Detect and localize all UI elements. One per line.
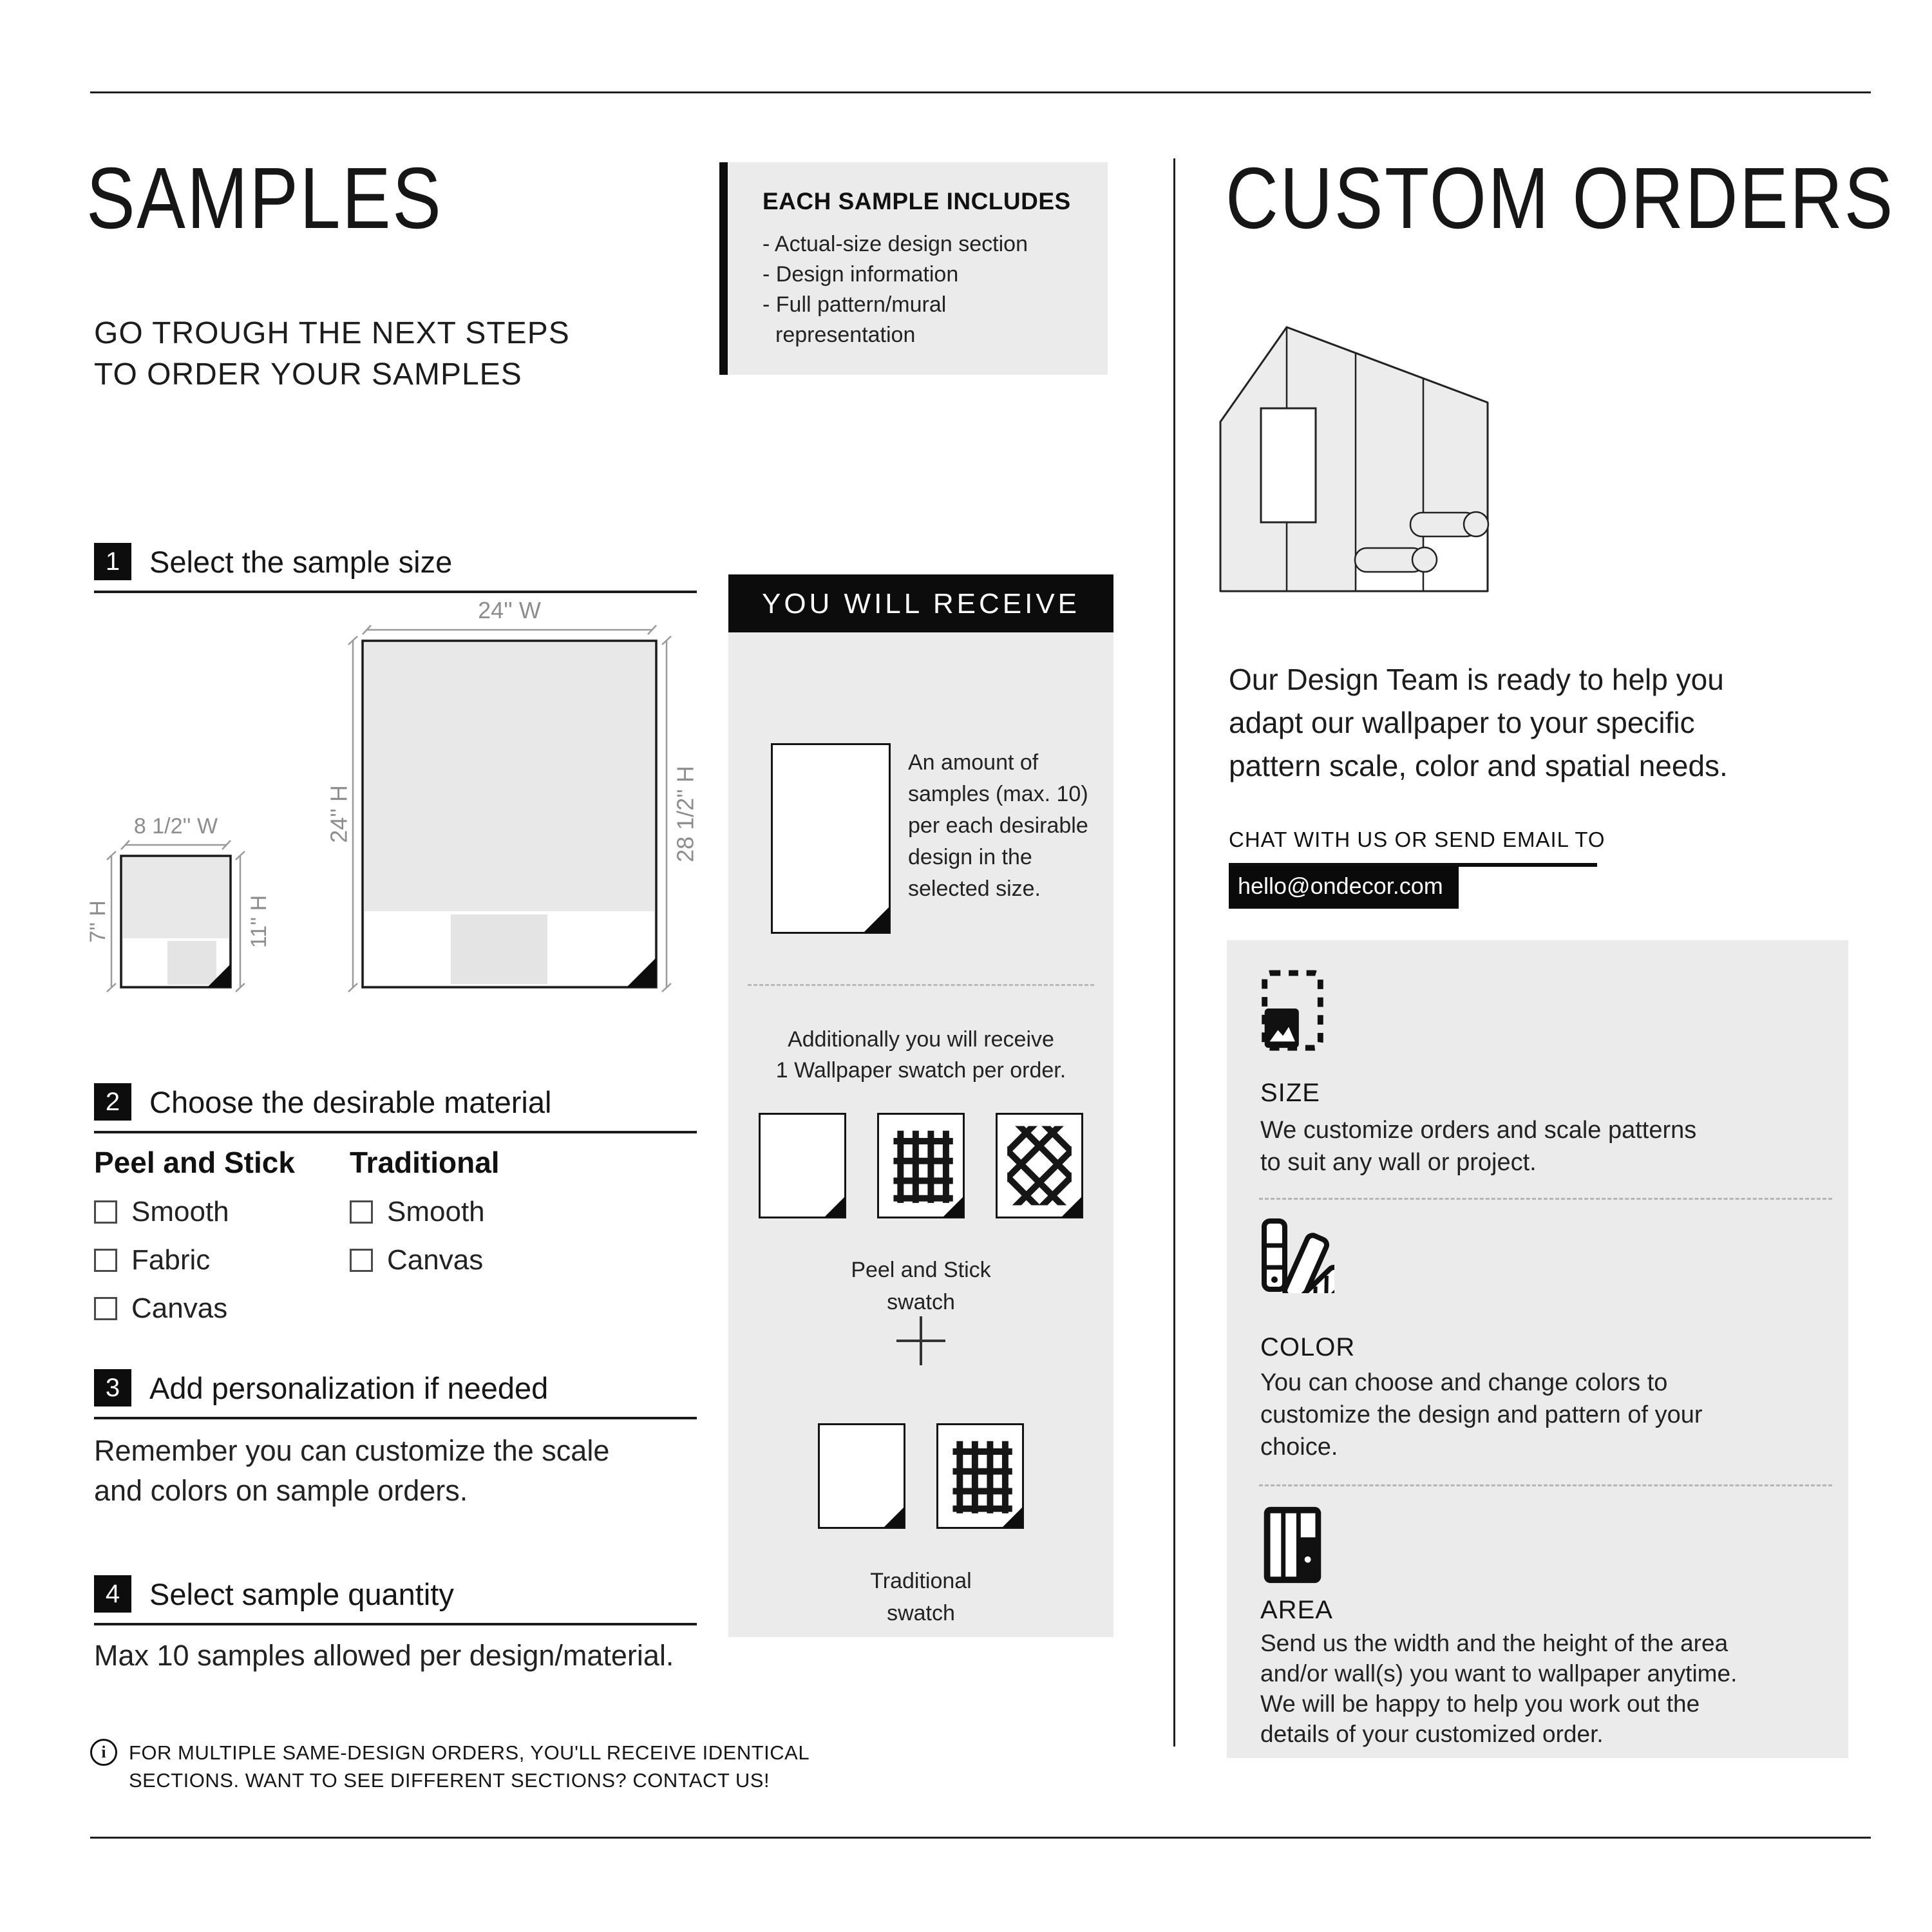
each-sample-includes-box: [719, 162, 1108, 375]
includes-item: - Actual-size design section: [762, 232, 1028, 256]
top-rule: [90, 91, 1871, 93]
step1-number-badge: 1: [94, 543, 131, 580]
step4-title: Select sample quantity: [149, 1577, 454, 1611]
includes-title: EACH SAMPLE INCLUDES: [762, 188, 1071, 214]
samples-title: SAMPLES: [86, 149, 443, 247]
folded-corner-icon: [943, 1197, 963, 1217]
color-body: [1260, 1367, 1703, 1463]
checkbox-traditional-canvas[interactable]: [350, 1249, 373, 1272]
dim-label-small-left-height: 7'' H: [86, 900, 110, 943]
step4-number-badge: 4: [94, 1575, 131, 1613]
receive-line: samples (max. 10): [908, 782, 1088, 806]
folded-corner-icon: [824, 1197, 845, 1217]
option-label: Canvas: [387, 1244, 484, 1276]
step3-number-badge: 3: [94, 1369, 131, 1406]
checkbox-peel-smooth[interactable]: [94, 1200, 117, 1224]
window-icon: [1261, 408, 1316, 522]
dim-label-small-width: 8 1/2'' W: [133, 814, 218, 838]
material-column-peel: [94, 1145, 295, 1325]
email-underline: [1229, 863, 1597, 909]
option-label: Canvas: [131, 1293, 228, 1324]
includes-item: - Full pattern/mural: [762, 292, 947, 317]
intro-line: pattern scale, color and spatial needs.: [1229, 749, 1728, 782]
area-body-line: Send us the width and the height of the area: [1260, 1630, 1728, 1656]
peel-swatch-label: [728, 1254, 1113, 1318]
area-body-line: We will be happy to help you work out the: [1260, 1690, 1700, 1717]
checkbox-traditional-smooth[interactable]: [350, 1200, 373, 1224]
wallpaper-roll-icon: [1355, 547, 1437, 572]
dashed-divider: [748, 984, 1094, 986]
option-row: [350, 1196, 500, 1228]
peel-swatch-row: [728, 1113, 1113, 1218]
custom-orders-intro: [1229, 658, 1728, 788]
area-body-line: and/or wall(s) you want to wallpaper anytime.: [1260, 1660, 1738, 1687]
receive-line: An amount of: [908, 750, 1039, 775]
option-row: [94, 1196, 295, 1228]
color-body-line: choice.: [1260, 1434, 1338, 1461]
area-body-line: details of your customized order.: [1260, 1721, 1604, 1747]
step3-title: Add personalization if needed: [149, 1370, 549, 1405]
dim-label-large-right-height: 28 1/2'' H: [672, 766, 699, 862]
label-line: Traditional: [870, 1569, 972, 1593]
size-body: [1260, 1114, 1696, 1179]
step2-header: [94, 1083, 697, 1133]
color-swatches-icon: [1260, 1217, 1334, 1293]
label-line: swatch: [887, 1601, 955, 1625]
color-body-line: customize the design and pattern of your: [1260, 1401, 1703, 1428]
info-icon: i: [90, 1739, 117, 1766]
traditional-title: Traditional: [350, 1146, 500, 1179]
column-divider: [1173, 158, 1175, 1747]
step3-header: [94, 1369, 697, 1419]
step2-number-badge: 2: [94, 1083, 131, 1121]
house-wallpaper-illustration: [1217, 322, 1494, 599]
custom-orders-panel: [1227, 940, 1848, 1758]
material-column-traditional: [350, 1145, 500, 1276]
receive-description: [908, 747, 1088, 905]
intro-line: adapt our wallpaper to your specific: [1229, 706, 1695, 739]
you-will-receive-header: YOU WILL RECEIVE: [728, 574, 1113, 632]
custom-orders-title: CUSTOM ORDERS: [1226, 149, 1895, 247]
step3-body: [94, 1431, 609, 1511]
folded-corner-icon: [1002, 1507, 1023, 1528]
folded-corner-icon: [884, 1507, 904, 1528]
option-label: Fabric: [131, 1244, 211, 1276]
dim-label-large-left-height: 24'' H: [325, 785, 352, 843]
additional-line: Additionally you will receive: [788, 1027, 1054, 1052]
step2-title: Choose the desirable material: [149, 1084, 552, 1119]
size-icon: [1260, 969, 1325, 1052]
checkbox-peel-fabric[interactable]: [94, 1249, 117, 1272]
swatch-grid-icon: [936, 1423, 1024, 1529]
bottom-rule: [90, 1837, 1871, 1839]
option-label: Smooth: [131, 1196, 229, 1227]
swatch-grid-icon: [877, 1113, 965, 1218]
receive-line: selected size.: [908, 876, 1041, 901]
area-body: [1260, 1628, 1737, 1749]
footnote-line: SECTIONS. WANT TO SEE DIFFERENT SECTIONS? CONTACT US!: [129, 1769, 770, 1792]
footnote-line: FOR MULTIPLE SAME-DESIGN ORDERS, YOU'LL RECEIVE IDENTICAL: [129, 1741, 810, 1764]
label-line: Peel and Stick: [851, 1258, 991, 1282]
footnote: [90, 1739, 810, 1794]
color-body-line: You can choose and change colors to: [1260, 1369, 1668, 1396]
traditional-swatch-row: [728, 1423, 1113, 1529]
small-sample-inner-square: [167, 941, 216, 985]
you-will-receive-panel: [728, 574, 1113, 1637]
includes-item: - Design information: [762, 262, 959, 287]
samples-subtitle: [94, 313, 570, 395]
additional-note: [728, 1024, 1113, 1086]
panel-divider: [1259, 1198, 1832, 1200]
size-body-line: We customize orders and scale patterns: [1260, 1117, 1697, 1144]
sample-page-icon: [771, 743, 891, 934]
swatch-crosshatch-icon: [996, 1113, 1083, 1218]
step3-body-line: Remember you can customize the scale: [94, 1434, 610, 1467]
includes-item: representation: [775, 323, 916, 347]
subtitle-line: GO TROUGH THE NEXT STEPS: [94, 316, 570, 350]
label-line: swatch: [887, 1290, 955, 1314]
intro-line: Our Design Team is ready to help you: [1229, 663, 1724, 696]
wallpaper-roll-icon: [1410, 512, 1488, 536]
dim-label-small-right-height: 11'' H: [247, 895, 271, 949]
receive-line: per each desirable: [908, 813, 1088, 838]
swatch-plain-icon: [818, 1423, 905, 1529]
option-label: Smooth: [387, 1196, 485, 1227]
email-link[interactable]: hello@ondecor.com: [1229, 867, 1459, 909]
subtitle-line: TO ORDER YOUR SAMPLES: [94, 357, 522, 392]
peel-and-stick-title: Peel and Stick: [94, 1146, 295, 1179]
swatch-plain-icon: [759, 1113, 846, 1218]
panel-divider: [1259, 1484, 1832, 1486]
folded-corner-icon: [1061, 1197, 1082, 1217]
dim-label-large-width: 24'' W: [478, 597, 541, 623]
option-row: [94, 1244, 295, 1276]
area-title: AREA: [1260, 1596, 1333, 1624]
option-row: [350, 1244, 500, 1276]
receive-line: design in the: [908, 845, 1032, 869]
step4-header: [94, 1575, 697, 1625]
step4-body: Max 10 samples allowed per design/material.: [94, 1639, 674, 1672]
step1-title: Select the sample size: [149, 544, 453, 579]
size-body-line: to suit any wall or project.: [1260, 1149, 1537, 1176]
checkbox-peel-canvas[interactable]: [94, 1297, 117, 1320]
you-will-receive-body: [728, 632, 1113, 1637]
additional-line: 1 Wallpaper swatch per order.: [775, 1058, 1066, 1083]
color-title: COLOR: [1260, 1333, 1356, 1361]
folded-corner-icon: [864, 907, 889, 933]
plus-icon: [896, 1316, 945, 1365]
chat-label: CHAT WITH US OR SEND EMAIL TO: [1229, 828, 1605, 851]
large-sample-inner-square: [451, 914, 547, 984]
traditional-swatch-label: [728, 1565, 1113, 1629]
sample-size-diagram: [71, 580, 705, 1018]
size-title: SIZE: [1260, 1079, 1320, 1107]
option-row: [94, 1293, 295, 1325]
area-wall-icon: [1260, 1504, 1325, 1586]
step3-body-line: and colors on sample orders.: [94, 1474, 468, 1507]
